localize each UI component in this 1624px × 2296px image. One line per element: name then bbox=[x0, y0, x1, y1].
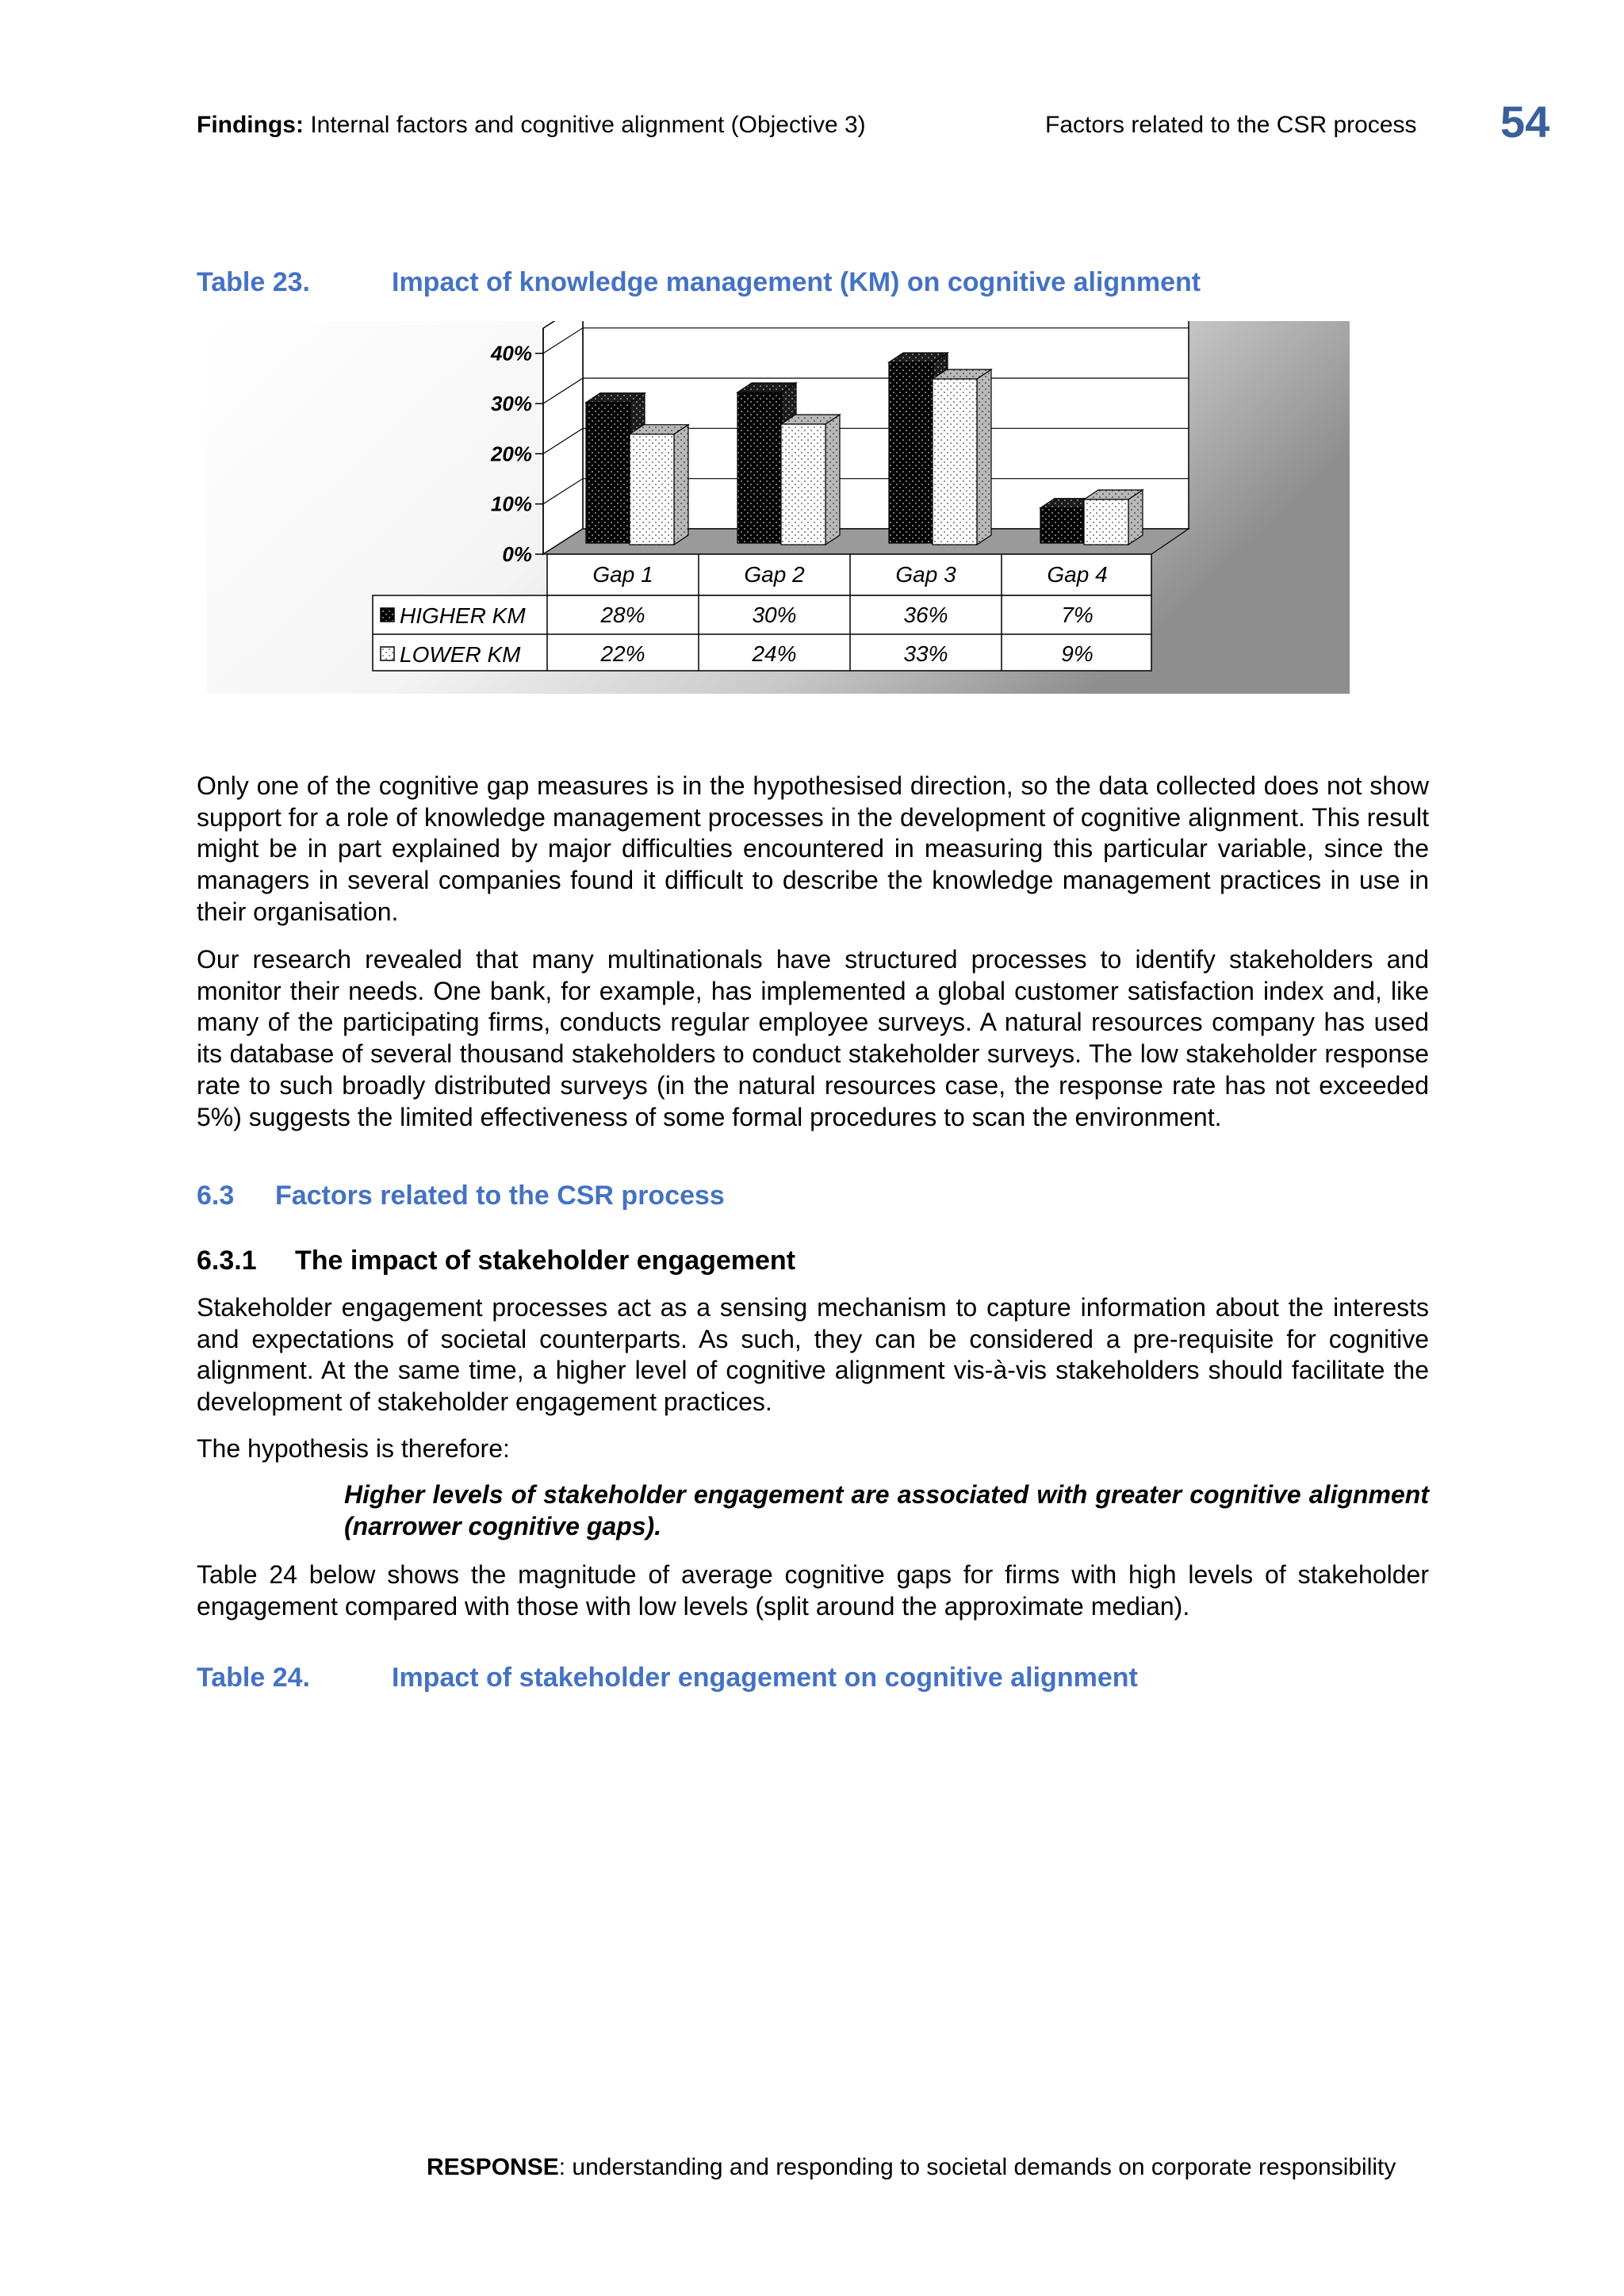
x-axis-category-label: Gap 1 bbox=[592, 562, 653, 587]
data-label: 9% bbox=[1061, 641, 1094, 666]
table-23-number: Table 23. bbox=[197, 267, 310, 297]
running-header-left bbox=[197, 111, 866, 140]
x-axis-category-label: Gap 4 bbox=[1047, 562, 1108, 587]
table-24-title: Impact of stakeholder engagement on cognitive alignment bbox=[392, 1663, 1138, 1693]
table-24-caption bbox=[197, 1662, 1429, 1693]
data-label: 33% bbox=[903, 641, 948, 666]
y-axis-tick-label: 30% bbox=[490, 392, 532, 415]
y-axis-tick-label: 20% bbox=[490, 442, 532, 466]
bar-lower-km-gap-3 bbox=[933, 379, 977, 545]
hypothesis-statement: Higher levels of stakeholder engagement are associated with greater cognitive alignment (narrower cognitive gaps). bbox=[344, 1480, 1429, 1540]
data-label: 30% bbox=[752, 603, 797, 627]
table-24-number: Table 24. bbox=[197, 1663, 310, 1693]
section-number: 6.3 bbox=[197, 1181, 235, 1211]
bar-lower-km-gap-1 bbox=[630, 434, 674, 545]
y-axis-tick-label: 0% bbox=[502, 542, 532, 566]
running-header-right: Factors related to the CSR process bbox=[1045, 112, 1417, 138]
bar-lower-km-gap-2-side bbox=[825, 415, 840, 545]
bar-higher-km-gap-2 bbox=[737, 392, 782, 543]
data-label: 7% bbox=[1061, 603, 1094, 627]
bar-higher-km-gap-4 bbox=[1040, 508, 1085, 543]
data-label: 28% bbox=[600, 603, 645, 627]
x-axis-category-label: Gap 3 bbox=[895, 562, 956, 587]
footer-bold-label: RESPONSE bbox=[427, 2154, 559, 2180]
header-left-text: Internal factors and cognitive alignment (Objective 3) bbox=[303, 112, 866, 138]
bar-lower-km-gap-2 bbox=[781, 424, 825, 545]
page-footer bbox=[427, 2153, 1396, 2182]
section-heading bbox=[197, 1180, 1429, 1211]
subsection-title: The impact of stakeholder engagement bbox=[295, 1246, 796, 1276]
paragraph-1: Only one of the cognitive gap measures is in the hypothesised direction, so the data collected does not show support for a role of knowledge management processes in the development of cognitive alignment. This result might be in part explained by major difficulties encountered in measuring this particular variable, since the managers in several companies found it difficult to describe the knowledge management practices in use in their organisation. bbox=[197, 771, 1429, 926]
paragraph-3: Stakeholder engagement processes act as a sensing mechanism to capture information about the interests and expectations of societal counterparts. As such, they can be considered a pre-requisite for cognitive alignment. At the same time, a higher level of cognitive alignment vis-à-vis stakeholders should facilitate the development of stakeholder engagement practices. bbox=[197, 1293, 1429, 1417]
y-axis-tick-label: 10% bbox=[490, 492, 532, 516]
legend-label: HIGHER KM bbox=[400, 603, 526, 628]
section-title: Factors related to the CSR process bbox=[275, 1181, 725, 1211]
data-label: 36% bbox=[903, 603, 948, 627]
legend-label: LOWER KM bbox=[400, 642, 521, 667]
legend-swatch-lower-km bbox=[381, 647, 394, 660]
header-bold-label: Findings: bbox=[197, 112, 304, 138]
paragraph-2: Our research revealed that many multinationals have structured processes to identify stakeholders and monitor their needs. One bank, for example, has implemented a global customer satisfaction index and, like many of the participating firms, conducts regular employee surveys. A natural resources company has used its database of several thousand stakeholders to conduct stakeholder surveys. The low stakeholder response rate to such broadly distributed surveys (in the natural resources case, the response rate has not exceeded 5%) suggests the limited effectiveness of some formal procedures to scan the environment. bbox=[197, 945, 1429, 1131]
km-bar-chart bbox=[207, 321, 1350, 694]
paragraph-5: Table 24 below shows the magnitude of average cognitive gaps for firms with high levels of stakeholder engagement compared with those with low levels (split around the approximate median). bbox=[197, 1560, 1429, 1621]
bar-lower-km-gap-4 bbox=[1084, 499, 1128, 545]
x-axis-category-label: Gap 2 bbox=[744, 562, 805, 587]
subsection-number: 6.3.1 bbox=[197, 1246, 257, 1276]
y-axis-tick-label: 40% bbox=[490, 341, 532, 365]
bar-higher-km-gap-1 bbox=[586, 403, 630, 543]
data-label: 22% bbox=[600, 641, 645, 666]
bar-higher-km-gap-3 bbox=[889, 362, 933, 543]
paragraph-4: The hypothesis is therefore: bbox=[197, 1434, 510, 1463]
data-label: 24% bbox=[752, 641, 797, 666]
legend-swatch-higher-km bbox=[381, 608, 394, 622]
page-number: 54 bbox=[1500, 97, 1550, 147]
bar-lower-km-gap-1-side bbox=[674, 425, 688, 545]
subsection-heading bbox=[197, 1245, 1429, 1276]
bar-lower-km-gap-3-side bbox=[977, 369, 991, 545]
chart-side-wall bbox=[543, 321, 583, 554]
footer-text: : understanding and responding to societal demands on corporate responsibility bbox=[558, 2154, 1396, 2180]
table-23-caption bbox=[197, 266, 1429, 298]
table-23-title: Impact of knowledge management (KM) on cognitive alignment bbox=[392, 267, 1201, 297]
